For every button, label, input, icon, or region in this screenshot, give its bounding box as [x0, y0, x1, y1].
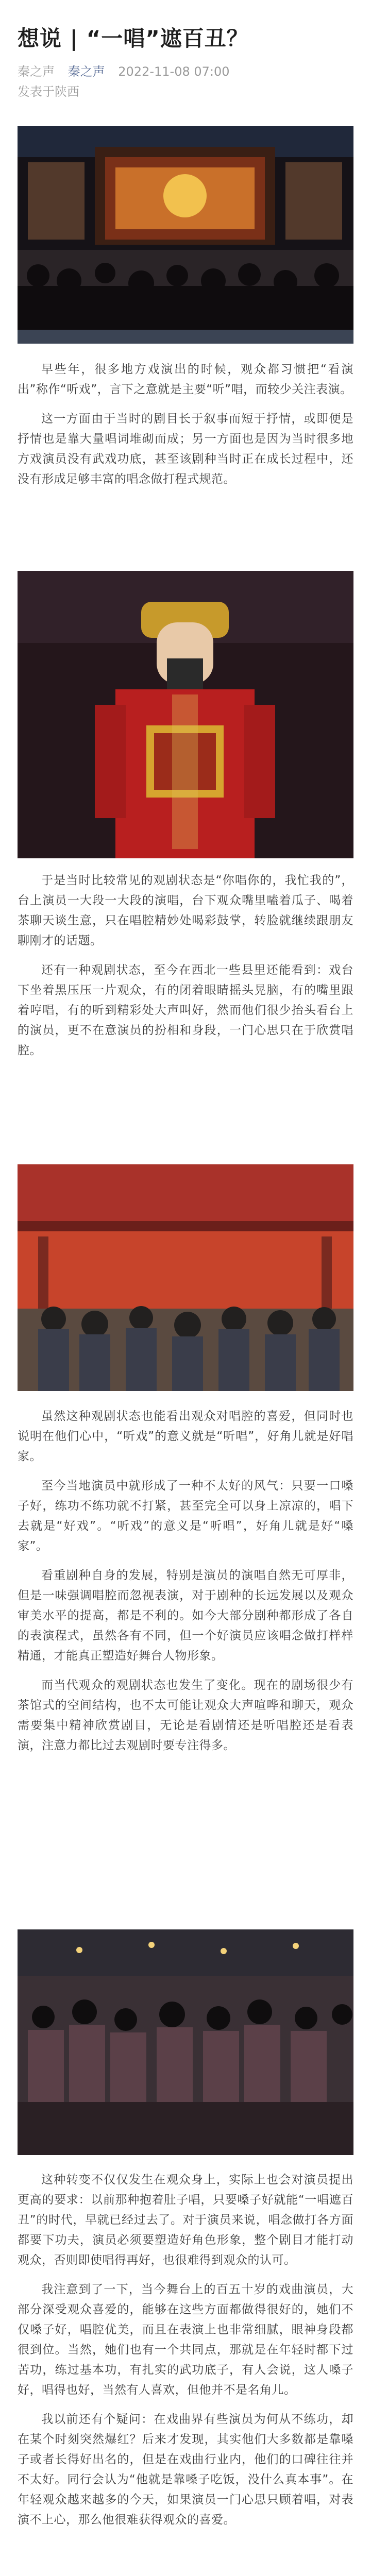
- publish-date: 2022-11-08 07:00: [118, 64, 230, 79]
- paragraph: 还有一种观剧状态，至今在西北一些县里还能看到：戏台下坐着黑压压一片观众，有的闭着眼睛摇头晃脑，有的嘴里跟着哼唱，有的听到精彩处大声叫好，然而他们很少抬头看台上的演员，更不在意演员的扮相和身段，一门心思只在于欣赏唱腔。: [18, 963, 353, 1057]
- paragraph: 我以前还有个疑问：在戏曲界有些演员为何从不练功，却在某个时刻突然爆红？后来才发现，其实他们大多数都是靠嗓子或者长得好出名的，但是在戏曲行业内，他们的口碑往往并不太好。同行会认为“他就是靠嗓子吃饭，没什么真本事”。在年轻观众越来越多的今天，如果演员一门心思只顾着唱，对表演不上心，那么他很难获得观众的喜爱。: [18, 2413, 353, 2527]
- text-section-1: [18, 360, 353, 489]
- article-header: [18, 0, 353, 101]
- text-section-2: [18, 871, 353, 1061]
- paragraph: 这一方面由于当时的剧目长于叙事而短于抒情，或即便是抒情也是靠大量唱词堆砌而成；另一方面也是因为当时很多地方戏演员没有武戏功底，甚至该剧种当时正在成长过程中，还没有形成足够丰富的唱念做打程式规范。: [18, 412, 353, 486]
- paragraph: 这种转变不仅仅发生在观众身上，实际上也会对演员提出更高的要求：以前那种抱着肚子唱，只要嗓子好就能“一唱遮百丑”的时代，早就已经过去了。对于演员来说，唱念做打各方面都要下功夫，演员必须要塑造好角色形象，整个剧目才能打动观众，否则即使唱得再好，也很难得到观众的认可。: [18, 2173, 353, 2267]
- paragraph: 虽然这种观剧状态也能看出观众对唱腔的喜爱，但同时也说明在他们心中，“听戏”的意义就是“听唱”，好角儿就是好唱家。: [18, 1410, 353, 1463]
- opera-performer-red-costume-photo: [18, 571, 353, 858]
- paragraph: 于是当时比较常见的观剧状态是“你唱你的，我忙我的”，台上演员一大段一大段的演唱，台下观众嘴里嗑着瓜子、喝着茶聊天谈生意，只在唱腔精妙处喝彩鼓掌，转脸就继续跟朋友聊刚才的话题。: [18, 874, 353, 947]
- article-meta: [18, 61, 353, 82]
- paragraph: 至今当地演员中就形成了一种不太好的风气：只要一口嗓子好，练功不练功就不打紧，甚至完全可以身上凉凉的，唱下去就是“好戏”。“听戏”的意义是“听唱”，好角儿就是好“嗓家”。: [18, 1479, 353, 1553]
- text-section-3: [18, 1406, 353, 1756]
- temple-courtyard-audience-photo: [18, 1164, 353, 1391]
- paragraph: 看重剧种自身的发展，特别是演员的演唱自然无可厚非，但是一味强调唱腔而忽视表演，对于剧种的长远发展以及观众审美水平的提高，都是不利的。如今大部分剧种都形成了各自的表演程式，虽然各有不同，但一个好演员应该唱念做打样样精通，才能真正塑造好舞台人物形象。: [18, 1569, 353, 1663]
- night-stage-crowd-photo: [18, 126, 353, 344]
- evening-seated-audience-photo: [18, 1929, 353, 2155]
- paragraph: 早些年，很多地方戏演出的时候，观众都习惯把“看演出”称作“听戏”，言下之意就是主要“听”唱，而较少关注表演。: [18, 363, 353, 396]
- text-section-4: [18, 2170, 353, 2530]
- paragraph: 而当代观众的观剧状态也发生了变化。现在的剧场很少有茶馆式的空间结构，也不太可能让观众大声喧哗和聊天，观众需要集中精神欣赏剧目，无论是看剧情还是听唱腔还是看表演，注意力都比过去观剧时要专注得多。: [18, 1679, 353, 1752]
- source-name: 秦之声: [18, 64, 55, 79]
- paragraph: 我注意到了一下，当今舞台上的百五十岁的戏曲演员，大部分深受观众喜爱的，能够在这些方面都做得很好的，她们不仅嗓子好，唱腔优美，而且在表演上也非常细腻，眼神身段都很到位。当然，她们也有一个共同点，那就是在年轻时都下过苦功，练过基本功，有扎实的武功底子，有人会说，这人嗓子好，唱得也好，当然有人喜欢，但他并不是名角儿。: [18, 2283, 353, 2397]
- author-link[interactable]: 秦之声: [68, 64, 105, 79]
- article-title: 想说 | “一唱”遮百丑？: [18, 26, 249, 51]
- publish-location: 发表于陕西: [18, 84, 79, 99]
